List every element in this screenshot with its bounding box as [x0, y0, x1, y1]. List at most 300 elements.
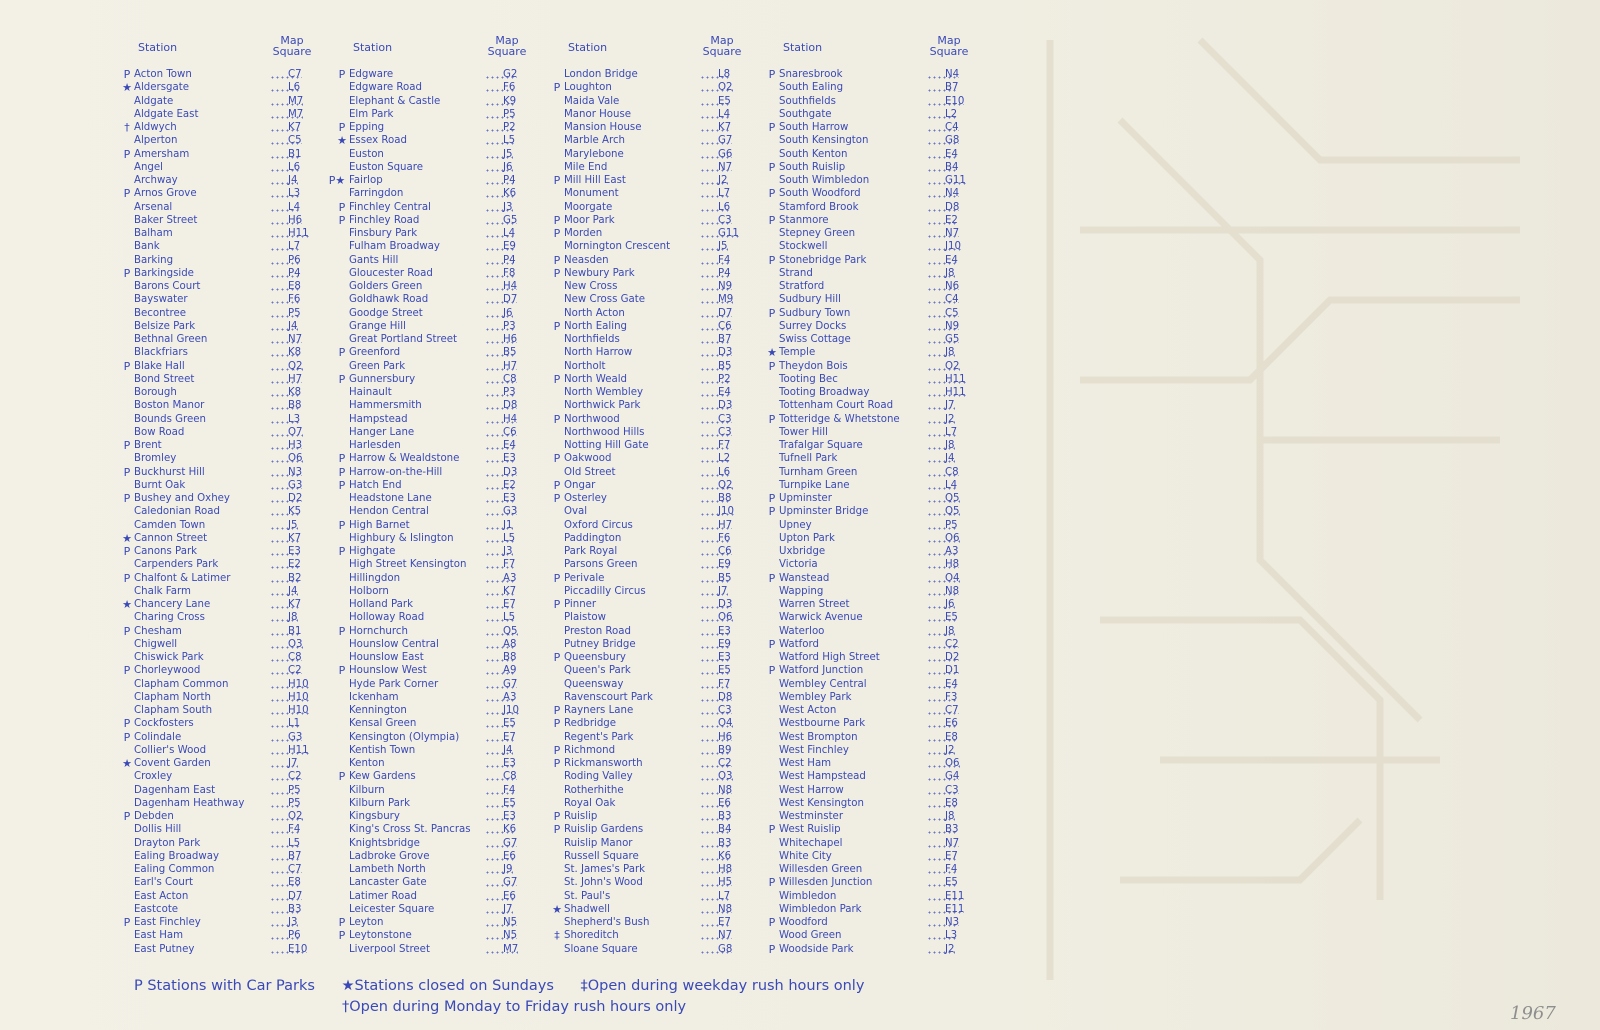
map-square: N6 — [927, 280, 959, 293]
map-square: B7 — [270, 850, 301, 863]
station-name: Tufnell Park — [779, 453, 838, 465]
station-name: Northwood — [564, 413, 620, 425]
station-row — [765, 505, 975, 518]
map-square: D8 — [927, 201, 959, 214]
station-row — [765, 757, 975, 770]
station-name: Ruislip — [564, 811, 598, 822]
station-name: Chalk Farm — [134, 585, 191, 597]
station-row — [120, 837, 320, 850]
station-name: Tooting Broadway — [779, 387, 870, 398]
map-square: L3 — [270, 413, 300, 426]
station-row — [120, 532, 320, 545]
station-marker: P — [123, 439, 131, 452]
station-name: Hampstead — [349, 413, 408, 425]
map-square: H10 — [270, 691, 309, 704]
map-square: J9 — [485, 863, 513, 876]
station-row — [765, 413, 975, 426]
map-square-header: Map Square — [702, 34, 742, 58]
station-marker: P — [768, 253, 776, 267]
station-name: Aldwych — [134, 122, 177, 133]
map-square: F7 — [485, 558, 515, 571]
station-marker: P — [123, 916, 131, 929]
station-name: Chancery Lane — [134, 599, 211, 610]
map-square: P3 — [485, 386, 516, 399]
map-square: L4 — [927, 479, 957, 492]
station-name: Wembley Park — [779, 691, 852, 703]
station-name: Stanmore — [779, 214, 829, 226]
station-row — [120, 572, 320, 585]
station-marker: P — [338, 372, 346, 386]
station-row — [335, 95, 535, 108]
map-square: F4 — [485, 784, 515, 797]
map-square: C5 — [270, 134, 302, 147]
station-row — [335, 876, 535, 889]
station-name: Kilburn — [349, 784, 385, 796]
map-square: H11 — [927, 373, 966, 386]
station-row — [765, 850, 975, 863]
map-square: O6 — [270, 452, 303, 465]
map-square: H7 — [270, 373, 302, 386]
station-marker: P — [553, 810, 561, 823]
map-square: G5 — [485, 214, 517, 227]
station-marker: P — [768, 121, 776, 134]
station-row — [550, 876, 750, 889]
map-square: J8 — [927, 810, 955, 823]
station-name: King's Cross St. Pancras — [349, 824, 471, 836]
station-name: Holborn — [349, 585, 389, 597]
map-square: J10 — [485, 704, 519, 717]
map-square: D3 — [700, 399, 732, 412]
station-name: Sudbury Town — [779, 307, 851, 319]
station-row — [550, 810, 750, 823]
station-row — [550, 929, 750, 942]
station-name: Stepney Green — [779, 228, 856, 239]
station-name: Chigwell — [134, 638, 178, 650]
map-square: J6 — [485, 161, 513, 174]
map-square: C3 — [700, 426, 732, 439]
map-square: E3 — [485, 757, 516, 770]
station-marker: P — [338, 916, 346, 929]
station-header: Station — [568, 41, 608, 54]
station-name: Archway — [134, 175, 178, 186]
station-row — [120, 505, 320, 518]
map-square: A9 — [485, 664, 516, 677]
station-name: Wembley Central — [779, 678, 867, 690]
station-name: High Street Kensington — [349, 559, 467, 571]
station-marker: P — [338, 452, 346, 466]
map-square: C3 — [700, 704, 732, 717]
station-name: Goldhawk Road — [349, 294, 429, 306]
map-square: J8 — [927, 267, 955, 280]
map-square: P5 — [270, 784, 301, 797]
map-square: P5 — [270, 797, 301, 810]
station-name: Knightsbridge — [349, 837, 420, 849]
station-row — [335, 837, 535, 850]
station-row — [120, 757, 320, 770]
station-name: Westbourne Park — [779, 718, 866, 730]
station-name: Greenford — [349, 347, 401, 359]
station-name: Southfields — [779, 95, 836, 107]
map-square: C2 — [270, 664, 302, 677]
station-row — [335, 267, 535, 280]
map-square: C3 — [700, 214, 732, 227]
station-name: Tower Hill — [779, 426, 828, 438]
station-name: North Weald — [564, 373, 628, 385]
station-row — [120, 254, 320, 267]
station-row — [550, 68, 750, 81]
station-name: Leytonstone — [349, 930, 412, 942]
station-name: Clapham Common — [134, 678, 229, 690]
map-square: F6 — [270, 293, 300, 306]
station-row — [765, 320, 975, 333]
map-square: G3 — [270, 479, 302, 492]
station-row — [765, 784, 975, 797]
station-name: Kennington — [349, 705, 407, 716]
station-row — [335, 611, 535, 624]
station-row — [335, 810, 535, 823]
station-row — [120, 625, 320, 638]
station-row — [120, 439, 320, 452]
map-square: G7 — [700, 134, 732, 147]
station-name: Roding Valley — [564, 771, 633, 783]
station-marker: P — [553, 372, 561, 386]
station-name: Putney Bridge — [564, 638, 636, 650]
map-square: H10 — [270, 704, 309, 717]
map-square: M7 — [485, 943, 518, 956]
station-row — [550, 466, 750, 479]
station-row — [550, 307, 750, 320]
map-square: L7 — [700, 187, 730, 200]
station-row — [120, 373, 320, 386]
station-name: Barking — [134, 254, 174, 266]
station-row — [335, 68, 535, 81]
station-row — [120, 81, 320, 94]
station-name: Highgate — [349, 546, 396, 557]
map-square: N9 — [700, 280, 732, 293]
station-name: Essex Road — [349, 135, 407, 147]
map-square: J4 — [485, 744, 513, 757]
station-name: Watford High Street — [779, 652, 880, 663]
station-row — [120, 850, 320, 863]
station-marker: P — [123, 545, 131, 558]
map-square: C7 — [270, 863, 302, 876]
station-name: Eastcote — [134, 903, 179, 915]
station-name: Hanger Lane — [349, 426, 415, 438]
map-square: N3 — [927, 916, 959, 929]
station-row — [120, 916, 320, 929]
station-row — [550, 916, 750, 929]
station-name: Mill Hill East — [564, 175, 626, 186]
station-row — [120, 307, 320, 320]
map-square: G8 — [700, 943, 732, 956]
station-row — [120, 784, 320, 797]
station-row — [120, 744, 320, 757]
station-row — [550, 320, 750, 333]
station-marker: P — [553, 651, 561, 664]
station-row — [120, 876, 320, 889]
station-row — [550, 545, 750, 558]
station-name: West Hampstead — [779, 771, 866, 783]
station-name: Canons Park — [134, 546, 198, 557]
station-name: Balham — [134, 228, 173, 239]
map-square: O4 — [700, 717, 733, 730]
station-row — [335, 704, 535, 717]
station-row — [120, 770, 320, 783]
station-row — [120, 201, 320, 214]
station-name: Bond Street — [134, 373, 195, 385]
map-square: E4 — [927, 148, 958, 161]
station-row — [335, 386, 535, 399]
station-name: Belsize Park — [134, 320, 196, 332]
map-square: C6 — [485, 426, 517, 439]
map-square: L6 — [700, 201, 730, 214]
station-name: Neasden — [564, 254, 609, 266]
station-name: Paddington — [564, 532, 622, 544]
map-square: D8 — [485, 399, 517, 412]
station-row — [120, 121, 320, 134]
station-name: Hammersmith — [349, 400, 422, 412]
map-square: J4 — [270, 585, 298, 598]
station-name: Upton Park — [779, 532, 835, 544]
map-square: D2 — [270, 492, 302, 505]
station-marker: ★ — [767, 346, 777, 360]
map-square: F4 — [270, 823, 300, 836]
station-name: Goodge Street — [349, 307, 423, 319]
map-square: J8 — [927, 346, 955, 359]
station-row — [550, 254, 750, 267]
station-name: Golders Green — [349, 281, 423, 292]
map-square: J1 — [485, 519, 513, 532]
map-square: E5 — [485, 797, 516, 810]
station-name: Turnham Green — [779, 466, 858, 478]
station-row — [765, 307, 975, 320]
station-name: Chalfont & Latimer — [134, 572, 231, 584]
station-name: Uxbridge — [779, 546, 826, 557]
station-name: Great Portland Street — [349, 334, 457, 345]
station-row — [120, 267, 320, 280]
map-square: C5 — [927, 307, 959, 320]
map-square: L7 — [700, 890, 730, 903]
station-name: Charing Cross — [134, 612, 205, 624]
map-square: J3 — [485, 201, 513, 214]
station-name: Blake Hall — [134, 360, 185, 372]
map-square: E4 — [700, 386, 731, 399]
station-name: Perivale — [564, 572, 605, 584]
map-square: B1 — [270, 625, 301, 638]
map-square: P2 — [485, 121, 516, 134]
station-name: Fulham Broadway — [349, 241, 440, 253]
station-row — [550, 386, 750, 399]
station-marker: P — [553, 174, 561, 187]
map-square-header: Map Square — [929, 34, 969, 58]
map-square: J7 — [927, 399, 955, 412]
station-name: Lancaster Gate — [349, 877, 427, 889]
map-square: J8 — [927, 625, 955, 638]
station-marker: P — [553, 452, 561, 466]
station-row — [120, 68, 320, 81]
station-marker: P — [553, 319, 561, 333]
station-marker: P — [768, 492, 776, 505]
station-name: West Ham — [779, 758, 832, 769]
map-square: L5 — [485, 611, 515, 624]
station-name: Clapham North — [134, 691, 212, 703]
station-row — [335, 664, 535, 677]
map-square: E3 — [485, 452, 516, 465]
map-square: C4 — [927, 293, 959, 306]
station-name: Moor Park — [564, 214, 615, 226]
station-name: Hounslow Central — [349, 638, 439, 650]
map-square: P4 — [270, 267, 301, 280]
station-row — [120, 346, 320, 359]
map-square: B9 — [700, 744, 731, 757]
map-square: L3 — [927, 929, 957, 942]
station-header: Station — [353, 41, 393, 54]
station-name: Moorgate — [564, 201, 613, 213]
station-name: West Harrow — [779, 784, 844, 796]
station-name: Tottenham Court Road — [779, 400, 894, 412]
station-marker: P — [768, 637, 776, 651]
station-name: Bethnal Green — [134, 334, 208, 345]
station-name: Marylebone — [564, 148, 624, 160]
station-row — [120, 492, 320, 505]
map-square: K7 — [700, 121, 731, 134]
map-square: B3 — [270, 903, 301, 916]
station-row — [550, 519, 750, 532]
station-row — [335, 373, 535, 386]
station-name: St. Paul's — [564, 890, 611, 902]
station-name: Leyton — [349, 917, 384, 928]
station-row — [765, 717, 975, 730]
station-name: St. James's Park — [564, 864, 646, 875]
station-name: East Ham — [134, 930, 184, 942]
station-name: Kenton — [349, 758, 385, 769]
map-square: D8 — [700, 691, 732, 704]
map-square: J7 — [700, 585, 728, 598]
station-name: Mansion House — [564, 122, 642, 133]
station-name: West Acton — [779, 705, 837, 716]
station-marker: P — [123, 147, 131, 161]
station-row — [120, 399, 320, 412]
station-row — [120, 214, 320, 227]
map-square: B4 — [927, 161, 958, 174]
station-name: Temple — [779, 347, 816, 359]
station-row — [550, 426, 750, 439]
station-name: Arnos Grove — [134, 188, 197, 200]
station-name: Bushey and Oxhey — [134, 493, 230, 504]
station-row — [335, 943, 535, 956]
station-row — [550, 214, 750, 227]
station-name: Ealing Broadway — [134, 850, 220, 862]
map-square: B7 — [700, 333, 731, 346]
station-name: Woodside Park — [779, 943, 854, 955]
map-square: E5 — [927, 611, 958, 624]
station-row — [335, 784, 535, 797]
station-name: Collier's Wood — [134, 744, 207, 756]
station-row — [335, 572, 535, 585]
station-name: Angel — [134, 161, 163, 173]
station-row — [120, 585, 320, 598]
station-row — [765, 744, 975, 757]
station-row — [120, 863, 320, 876]
station-name: Upney — [779, 519, 812, 531]
legend-closed-sundays: ★Stations closed on Sundays — [341, 978, 554, 994]
station-row — [765, 929, 975, 942]
map-square: O3 — [700, 770, 733, 783]
station-name: Northwick Park — [564, 400, 641, 412]
map-square: E6 — [700, 797, 731, 810]
station-row — [335, 413, 535, 426]
station-name: St. John's Wood — [564, 877, 643, 889]
map-square: E11 — [927, 890, 964, 903]
station-row — [765, 386, 975, 399]
station-name: Baker Street — [134, 214, 198, 226]
station-name: Acton Town — [134, 69, 192, 80]
station-row — [765, 254, 975, 267]
station-marker: P — [123, 810, 131, 823]
station-name: Holloway Road — [349, 612, 425, 624]
station-name: Ealing Common — [134, 864, 215, 875]
station-row — [550, 837, 750, 850]
map-square: B1 — [270, 148, 301, 161]
station-name: Newbury Park — [564, 267, 635, 279]
station-row — [550, 823, 750, 836]
station-row — [765, 770, 975, 783]
station-row — [550, 240, 750, 253]
map-square: E2 — [485, 479, 516, 492]
station-name: Green Park — [349, 360, 406, 372]
station-row — [120, 519, 320, 532]
station-name: Edgware — [349, 69, 394, 80]
station-name: Piccadilly Circus — [564, 585, 646, 597]
station-row — [120, 293, 320, 306]
station-row — [335, 691, 535, 704]
station-row — [120, 134, 320, 147]
station-name: White City — [779, 850, 832, 862]
station-row — [335, 717, 535, 730]
map-square: B8 — [485, 651, 516, 664]
station-name: Oxford Circus — [564, 519, 633, 531]
index-column-1 — [120, 34, 320, 956]
station-name: Alperton — [134, 135, 178, 147]
station-row — [550, 108, 750, 121]
station-name: Holland Park — [349, 599, 413, 610]
station-name: Boston Manor — [134, 400, 205, 412]
station-name: Stratford — [779, 281, 825, 292]
station-row — [335, 81, 535, 94]
map-square: Q5 — [927, 492, 960, 505]
station-row — [120, 148, 320, 161]
map-square: P4 — [485, 254, 516, 267]
map-square: K8 — [270, 386, 301, 399]
map-square: C8 — [485, 373, 517, 386]
station-row — [765, 492, 975, 505]
station-name: Old Street — [564, 466, 616, 478]
station-name: Queensbury — [564, 652, 626, 663]
station-marker: ★ — [337, 134, 347, 148]
station-marker: P — [553, 266, 561, 280]
station-name: Aldgate East — [134, 108, 199, 120]
station-row — [550, 691, 750, 704]
station-name: Stamford Brook — [779, 201, 859, 213]
station-name: Woodford — [779, 917, 828, 928]
map-square: H11 — [270, 227, 309, 240]
station-row — [335, 519, 535, 532]
station-marker: P — [553, 823, 561, 837]
map-square: E9 — [485, 240, 516, 253]
station-name: Richmond — [564, 744, 616, 756]
map-square: E8 — [927, 797, 958, 810]
station-marker: P — [338, 121, 346, 134]
